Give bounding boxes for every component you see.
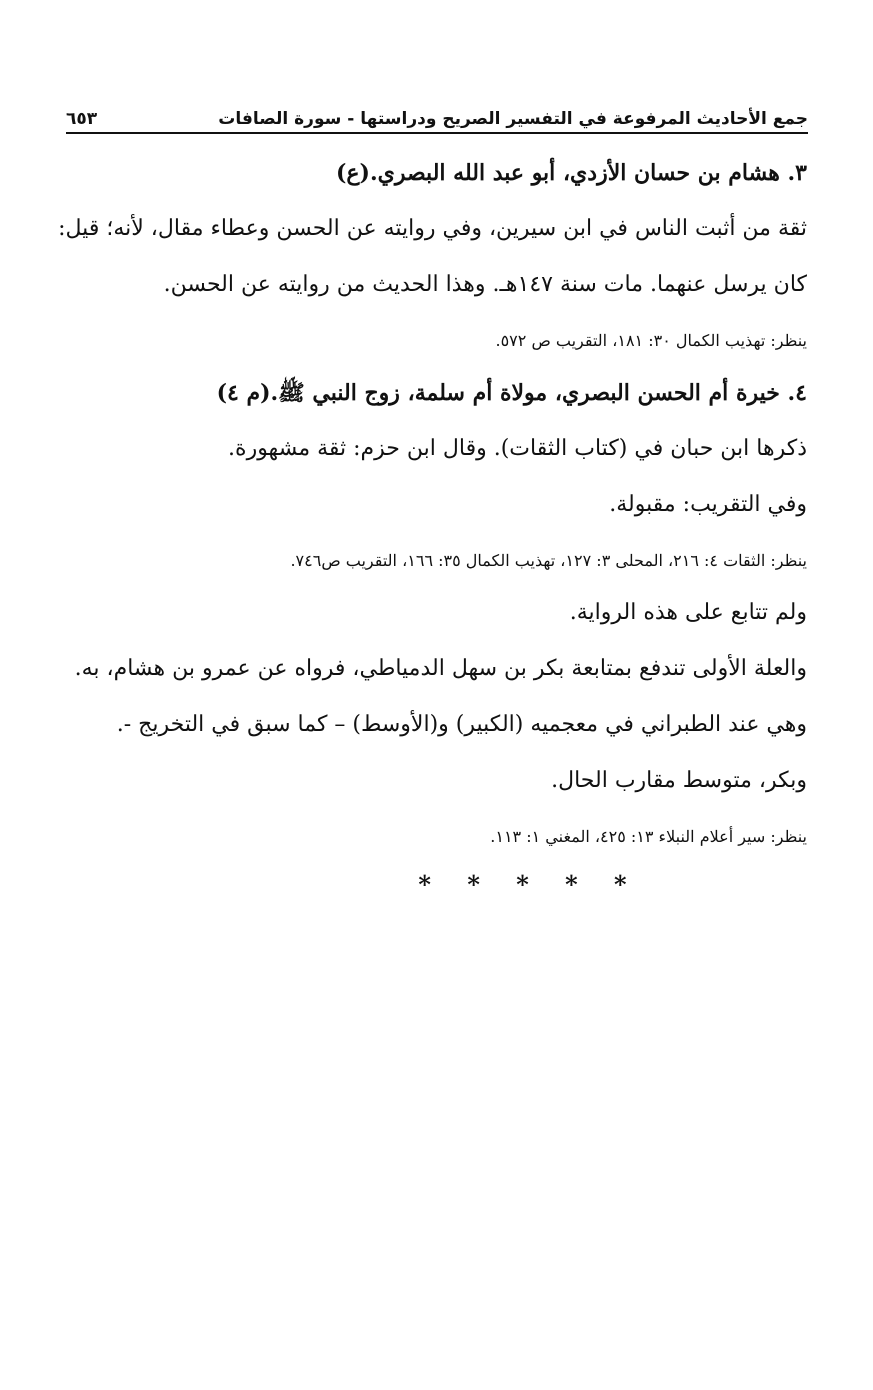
paragraph-line: وهي عند الطبراني في معجميه (الكبير) و(الأوسط) – كما سبق في التخريج -.: [116, 712, 807, 737]
section-separator: * * * * *: [418, 870, 641, 899]
paragraph-line: ولم تتابع على هذه الرواية.: [569, 600, 807, 625]
book-title: جمع الأحاديث المرفوعة في التفسير الصريح ودراستها - سورة الصافات: [218, 109, 808, 129]
paragraph-line: ثقة من أثبت الناس في ابن سيرين، وفي روايته عن الحسن وعطاء مقال، لأنه؛ قيل:: [58, 216, 807, 241]
reference-note: ينظر: الثقات ٤: ٢١٦، المحلى ٣: ١٢٧، تهذيب الكمال ٣٥: ١٦٦، التقريب ص٧٤٦.: [290, 551, 807, 570]
paragraph-line: وبكر، متوسط مقارب الحال.: [551, 768, 807, 793]
reference-note: ينظر: تهذيب الكمال ٣٠: ١٨١، التقريب ص ٥٧٢.: [495, 331, 807, 350]
page-body: [58, 150, 807, 899]
reference-note: ينظر: سير أعلام النبلاء ١٣: ٤٢٥، المغني ١: ١١٣.: [490, 827, 807, 846]
paragraph-line: وفي التقريب: مقبولة.: [609, 492, 807, 517]
paragraph-line: والعلة الأولى تندفع بمتابعة بكر بن سهل الدمياطي، فرواه عن عمرو بن هشام، به.: [74, 656, 807, 681]
paragraph-line: كان يرسل عنهما. مات سنة ١٤٧هـ. وهذا الحديث من روايته عن الحسن.: [163, 272, 807, 297]
narrator-entry-3: ٣. هشام بن حسان الأزدي، أبو عبد الله البصري.(ع): [336, 160, 807, 186]
running-header: [66, 104, 808, 134]
paragraph-line: ذكرها ابن حبان في (كتاب الثقات). وقال ابن حزم: ثقة مشهورة.: [228, 436, 807, 461]
page-number: ٦٥٣: [66, 109, 98, 129]
narrator-entry-4: ٤. خيرة أم الحسن البصري، مولاة أم سلمة، زوج النبي ﷺ.(م ٤): [216, 380, 807, 406]
